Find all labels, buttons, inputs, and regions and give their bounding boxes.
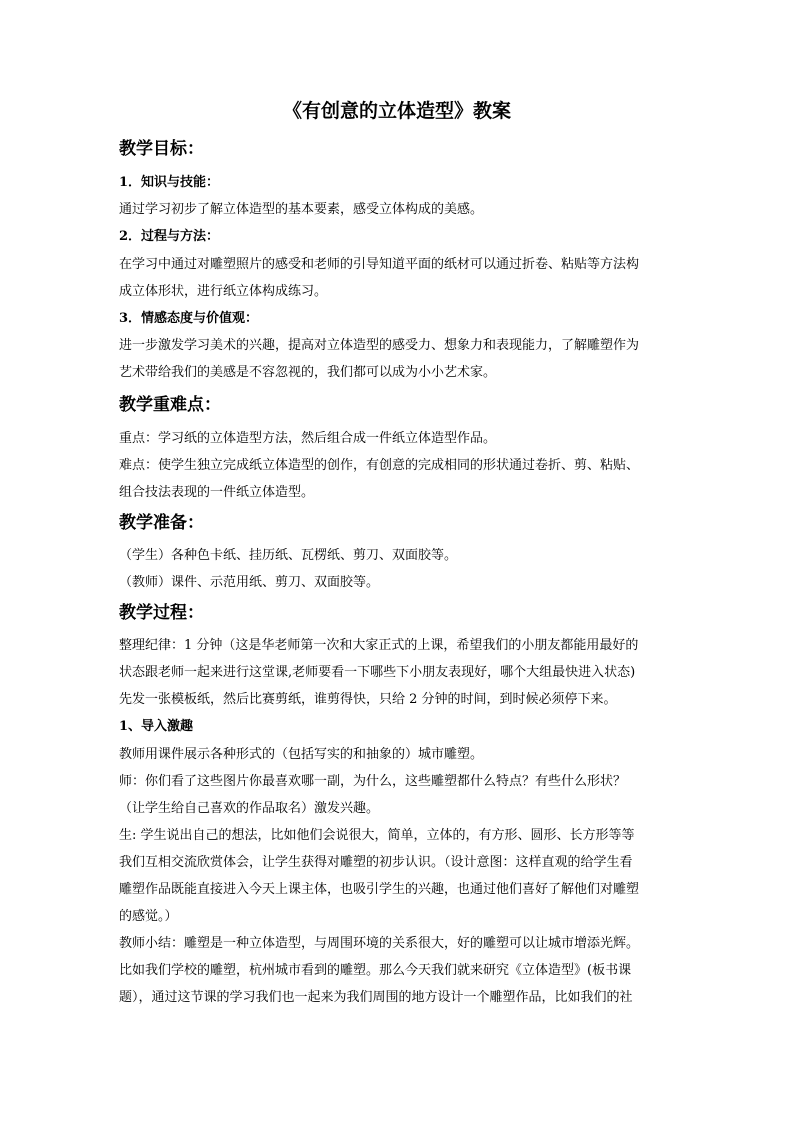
subheading-emotions-values: 3．情感态度与价值观： — [119, 311, 259, 326]
paragraph-line: （让学生给自己喜欢的作品取名）激发兴趣。 — [119, 801, 380, 816]
section-heading-goals: 教学目标： — [119, 139, 204, 159]
paragraph-line: 在学习中通过对雕塑照片的感受和老师的引导知道平面的纸材可以通过折卷、粘贴等方法构 — [119, 257, 640, 272]
section-heading-preparation: 教学准备： — [119, 513, 204, 533]
paragraph-line: 教师小结：雕塑是一种立体造型，与周围环境的关系很大，好的雕塑可以让城市增添光辉。 — [119, 936, 640, 951]
paragraph-line: 的感觉。） — [119, 909, 178, 924]
paragraph-line: 艺术带给我们的美感是不容忽视的，我们都可以成为小小艺术家。 — [119, 365, 497, 380]
paragraph-line: 题），通过这节课的学习我们也一起来为我们周围的地方设计一个雕塑作品，比如我们的社 — [119, 990, 633, 1005]
paragraph-line: （教师）课件、示范用纸、剪刀、双面胶等。 — [119, 575, 380, 590]
paragraph-line: 难点：使学生独立完成纸立体造型的创作，有创意的完成相同的形状通过卷折、剪、粘贴、 — [119, 458, 640, 473]
paragraph-line: 我们互相交流欣赏体会，让学生获得对雕塑的初步认识。（设计意图：这样直观的给学生看 — [119, 855, 633, 870]
paragraph-line: 通过学习初步了解立体造型的基本要素，感受立体构成的美感。 — [119, 202, 484, 217]
paragraph-line: 重点：学习纸的立体造型方法，然后组合成一件纸立体造型作品。 — [119, 431, 497, 446]
paragraph-line: 师：你们看了这些图片你最喜欢哪一副，为什么，这些雕塑都什么特点？有些什么形状？ — [119, 774, 627, 789]
subheading-process-methods: 2．过程与方法： — [119, 229, 220, 244]
paragraph-line: 教师用课件展示各种形式的（包括写实的和抽象的）城市雕塑。 — [119, 747, 484, 762]
paragraph-line: 生: 学生说出自己的想法，比如他们会说很大，简单，立体的，有方形、圆形、长方形等等 — [119, 828, 635, 843]
paragraph-line: 进一步激发学习美术的兴趣，提高对立体造型的感受力、想象力和表现能力，了解雕塑作为 — [119, 338, 640, 353]
paragraph-line: 雕塑作品既能直接进入今天上课主体，也吸引学生的兴趣，也通过他们喜好了解他们对雕塑 — [119, 882, 640, 897]
paragraph-line: （学生）各种色卡纸、挂历纸、瓦楞纸、剪刀、双面胶等。 — [119, 548, 458, 563]
paragraph-line: 成立体形状，进行纸立体构成练习。 — [119, 284, 328, 299]
paragraph-line: 状态跟老师一起来进行这堂课,老师要看一下哪些下小朋友表现好，哪个大组最快进入状态) — [119, 665, 636, 680]
subheading-knowledge-skills: 1．知识与技能： — [119, 175, 220, 190]
paragraph-line: 组合技法表现的一件纸立体造型。 — [119, 485, 315, 500]
paragraph-line: 先发一张模板纸，然后比赛剪纸，谁剪得快，只给 2 分钟的时间，到时候必须停下来。 — [119, 692, 617, 707]
document-title: 《有创意的立体造型》教案 — [282, 100, 511, 122]
paragraph-line: 整理纪律：1 分钟（这是华老师第一次和大家正式的上课，希望我们的小朋友都能用最好的 — [119, 638, 639, 653]
section-heading-process: 教学过程： — [119, 603, 204, 623]
section-heading-difficulties: 教学重难点： — [119, 395, 221, 415]
paragraph-line: 比如我们学校的雕塑，杭州城市看到的雕塑。那么今天我们就来研究《立体造型》(板书课 — [119, 963, 632, 978]
subheading-introduction: 1、导入激趣 — [119, 719, 194, 734]
